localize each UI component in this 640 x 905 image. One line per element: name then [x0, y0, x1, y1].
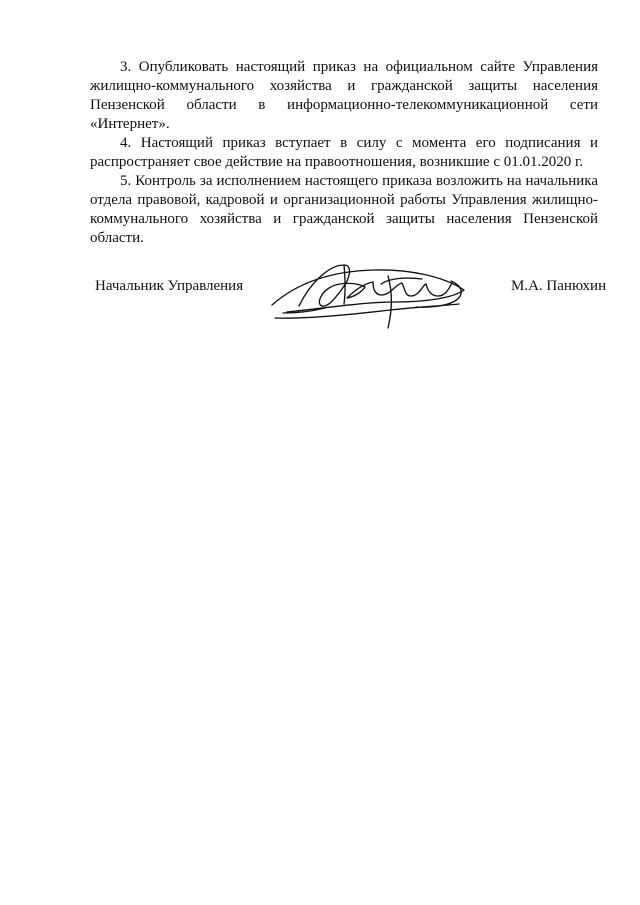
paragraph-3-publish-order: 3. Опубликовать настоящий приказ на официальном сайте Управления жилищно-коммунального хозяйства и гражданской защиты населения Пензенской области в информационно-телекоммуникационной сети «Интернет». [90, 59, 598, 132]
signature-block [0, 255, 640, 345]
signer-name: М.А. Панюхин [511, 278, 607, 294]
handwritten-signature-image [262, 255, 472, 337]
paragraph-4-effective-date: 4. Настоящий приказ вступает в силу с момента его подписания и распространяет свое действие на правоотношения, возникшие с 01.01.2020 г. [90, 135, 598, 170]
paragraph-5-control: 5. Контроль за исполнением настоящего приказа возложить на начальника отдела правовой, кадровой и организационной работы Управления жилищно-коммунального хозяйства и гражданской защиты населения Пензенской области. [90, 173, 598, 246]
order-body-text [90, 58, 598, 248]
signer-position-title: Начальник Управления [95, 278, 244, 294]
